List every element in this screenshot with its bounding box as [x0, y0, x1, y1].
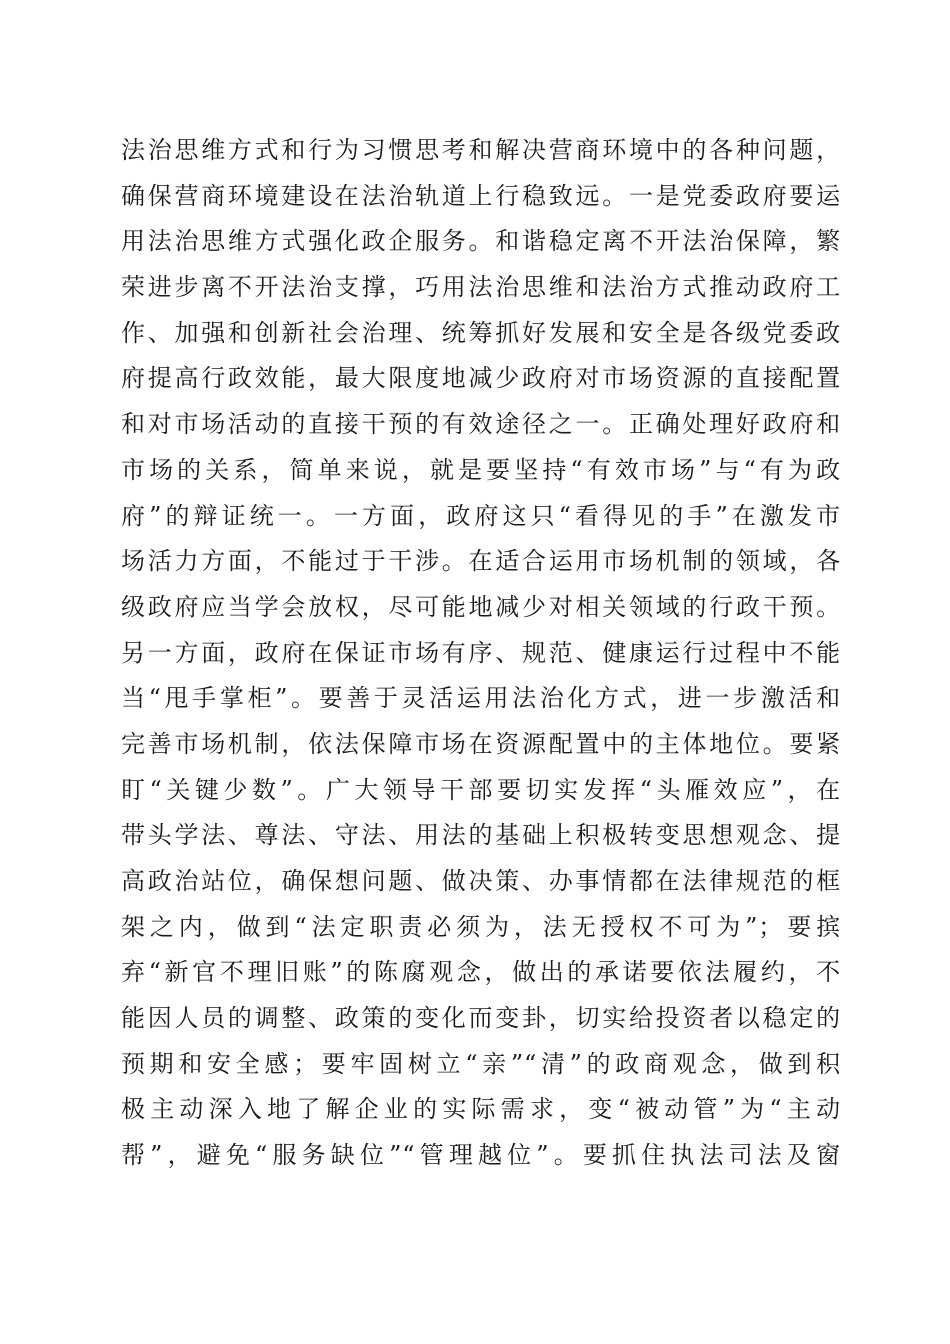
body-paragraph — [121, 128, 841, 1179]
text-line: 架之内，做到“法定职责必须为，法无授权不可为”；要摈 — [121, 912, 841, 941]
text-line: 场活力方面，不能过于干涉。在适合运用市场机制的领域，各 — [121, 547, 841, 576]
text-line: 带头学法、尊法、守法、用法的基础上积极转变思想观念、提 — [121, 821, 841, 850]
text-line: 高政治站位，确保想问题、做决策、办事情都在法律规范的框 — [121, 867, 841, 895]
text-line: 法治思维方式和行为习惯思考和解决营商环境中的各种问题， — [121, 136, 841, 164]
text-line: 用法治思维方式强化政企服务。和谐稳定离不开法治保障，繁 — [121, 227, 841, 256]
text-line: 完善市场机制，依法保障市场在资源配置中的主体地位。要紧 — [121, 729, 841, 758]
text-line: 能因人员的调整、政策的变化而变卦，切实给投资者以稳定的 — [121, 1004, 841, 1033]
text-line: 市场的关系，简单来说，就是要坚持“有效市场”与“有为政 — [121, 455, 841, 484]
text-line: 弃“新官不理旧账”的陈腐观念，做出的承诺要依法履约，不 — [121, 958, 841, 987]
text-line: 当“甩手掌柜”。要善于灵活运用法治化方式，进一步激活和 — [121, 684, 841, 713]
text-line: 盯“关键少数”。广大领导干部要切实发挥“头雁效应”，在 — [121, 775, 841, 804]
text-line: 确保营商环境建设在法治轨道上行稳致远。一是党委政府要运 — [121, 181, 841, 210]
text-line: 府”的辩证统一。一方面，政府这只“看得见的手”在激发市 — [121, 501, 841, 530]
text-line: 帮”，避免“服务缺位”“管理越位”。要抓住执法司法及窗 — [121, 1141, 841, 1170]
text-line: 预期和安全感；要牢固树立“亲”“清”的政商观念，做到积 — [121, 1049, 841, 1078]
text-line: 荣进步离不开法治支撑，巧用法治思维和法治方式推动政府工 — [121, 273, 841, 302]
text-line: 级政府应当学会放权，尽可能地减少对相关领域的行政干预。 — [121, 592, 841, 621]
text-line: 府提高行政效能，最大限度地减少政府对市场资源的直接配置 — [121, 364, 841, 393]
text-line: 另一方面，政府在保证市场有序、规范、健康运行过程中不能 — [121, 638, 841, 667]
text-line: 极主动深入地了解企业的实际需求，变“被动管”为“主动 — [121, 1095, 841, 1124]
text-line: 和对市场活动的直接干预的有效途径之一。正确处理好政府和 — [121, 410, 841, 439]
text-line: 作、加强和创新社会治理、统筹抓好发展和安全是各级党委政 — [121, 318, 841, 347]
